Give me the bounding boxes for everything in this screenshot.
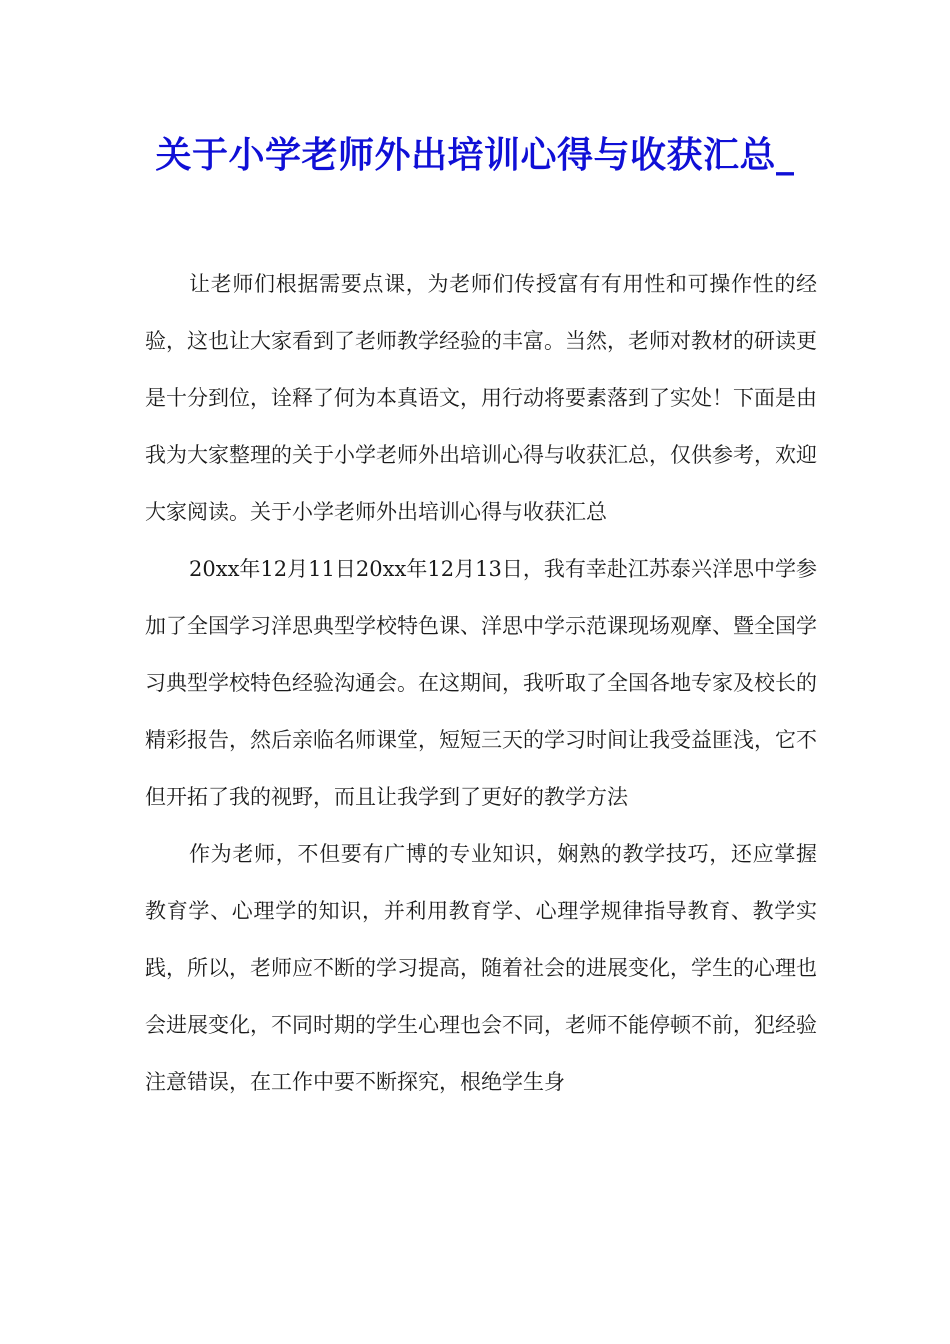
- paragraph-intro: 让老师们根据需要点课，为老师们传授富有有用性和可操作性的经验，这也让大家看到了老师教学经验的丰富。当然，老师对教材的研读更是十分到位，诠释了何为本真语文，用行动将要素落到了实处！下面是由我为大家整理的关于小学老师外出培训心得与收获汇总，仅供参考，欢迎大家阅读。关于小学老师外出培训心得与收获汇总: [145, 272, 817, 524]
- document-title: 关于小学老师外出培训心得与收获汇总_: [155, 134, 795, 176]
- paragraph-teacher-role: 作为老师，不但要有广博的专业知识，娴熟的教学技巧，还应掌握教育学、心理学的知识，并利用教育学、心理学规律指导教育、教学实践，所以，老师应不断的学习提高，随着社会的进展变化，学生的心理也会进展变化，不同时期的学生心理也会不同，老师不能停顿不前，犯经验注意错误，在工作中要不断探究，根绝学生身: [145, 842, 817, 1094]
- paragraph-training: 20xx年12月11日20xx年12月13日，我有幸赴江苏泰兴洋思中学参加了全国学习洋思典型学校特色课、洋思中学示范课现场观摩、暨全国学习典型学校特色经验沟通会。在这期间，我听取了全国各地专家及校长的精彩报告，然后亲临名师课堂，短短三天的学习时间让我受益匪浅，它不但开拓了我的视野，而且让我学到了更好的教学方法: [145, 557, 817, 809]
- document-body: [145, 256, 817, 1111]
